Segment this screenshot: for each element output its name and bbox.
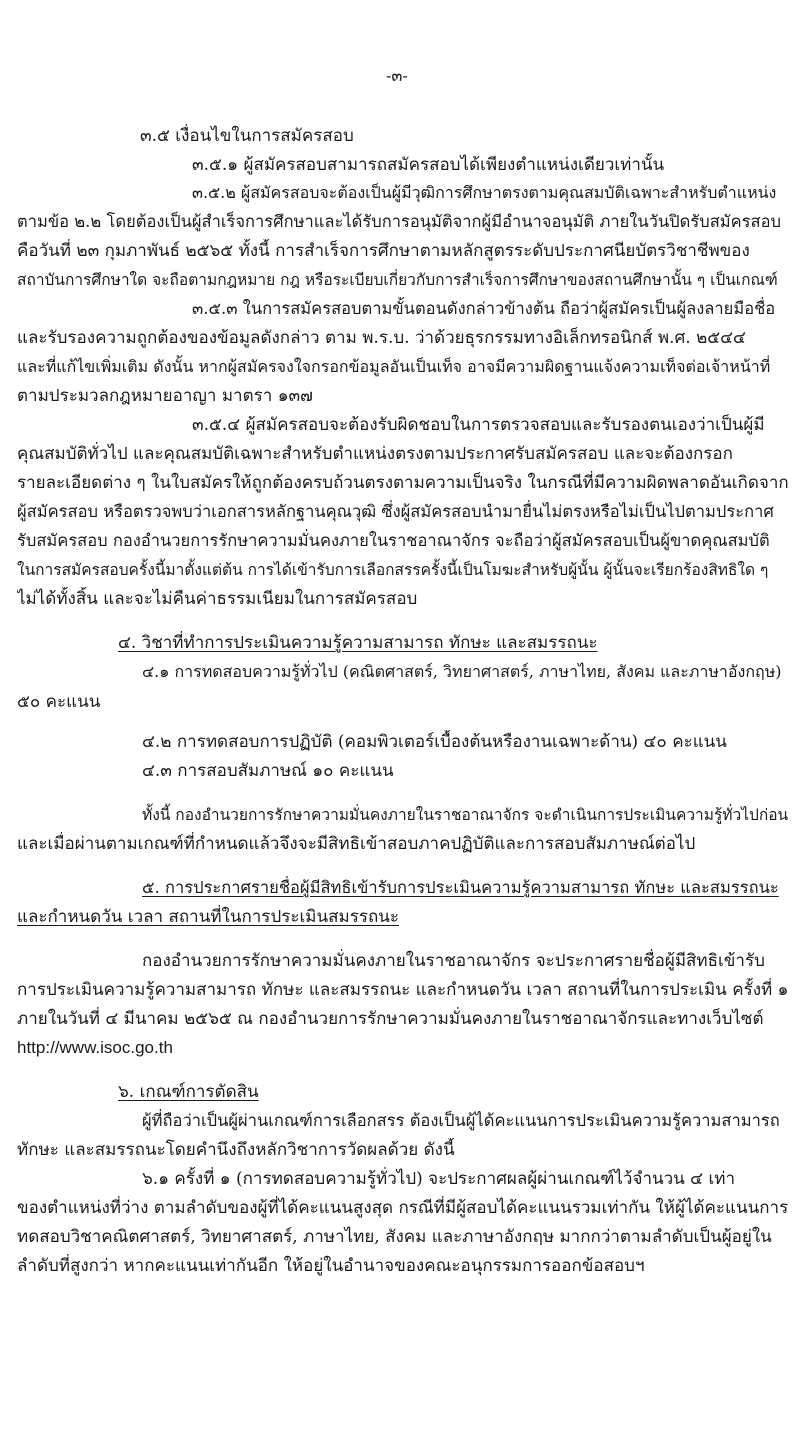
clause-3-5-3-line: และรับรองความถูกต้องของข้อมูลดังกล่าว ตาม พ.ร.บ. ว่าด้วยธุรกรรมทางอิเล็กทรอนิกส์ พ.ศ. ๒๕๔๔	[17, 328, 746, 348]
section-3-5-heading: ๓.๕ เงื่อนไขในการสมัครสอบ	[140, 126, 354, 146]
clause-3-5-3-line: ๓.๕.๓ ในการสมัครสอบตามขั้นตอนดังกล่าวข้างต้น ถือว่าผู้สมัครเป็นผู้ลงลายมือชื่อ	[192, 299, 776, 318]
section-4-note-line: ทั้งนี้ กองอำนวยการรักษาความมั่นคงภายในราชอาณาจักร จะดำเนินการประเมินความรู้ทั่วไปก่อน	[142, 806, 789, 824]
section-4-note-line: และเมื่อผ่านตามเกณฑ์ที่กำหนดแล้วจึงจะมีสิทธิเข้าสอบภาคปฏิบัติและการสอบสัมภาษณ์ต่อไป	[17, 834, 696, 854]
rule-6-1-line: ทดสอบวิชาคณิตศาสตร์, วิทยาศาสตร์, ภาษาไทย, สังคม และภาษาอังกฤษ มากกว่าตามลำดับเป็นผู้อยู่ใน	[17, 1227, 772, 1247]
clause-3-5-4-line: ไม่ได้ทั้งสิ้น และจะไม่คืนค่าธรรมเนียมในการสมัครสอบ	[17, 589, 418, 609]
item-4-1-line: ๕๐ คะแนน	[17, 692, 101, 712]
section-4-heading: ๔. วิชาที่ทำการประเมินความรู้ความสามารถ ทักษะ และสมรรถนะ	[118, 633, 598, 653]
rule-6-1-line: ๖.๑ ครั้งที่ ๑ (การทดสอบความรู้ทั่วไป) จะประกาศผลผู้ผ่านเกณฑ์ไว้จำนวน ๔ เท่า	[142, 1169, 736, 1189]
section-5-body-line: การประเมินความรู้ความสามารถ ทักษะ และสมรรถนะ และกำหนดวัน เวลา สถานที่ในการประเมิน ครั้งที่ ๑	[17, 980, 789, 1000]
item-4-3: ๔.๓ การสอบสัมภาษณ์ ๑๐ คะแนน	[142, 761, 394, 781]
section-5-heading-line: ๕. การประกาศรายชื่อผู้มีสิทธิเข้ารับการประเมินความรู้ความสามารถ ทักษะ และสมรรถนะ	[142, 878, 779, 897]
clause-3-5-4-line: รับสมัครสอบ กองอำนวยการรักษาความมั่นคงภายในราชอาณาจักร จะถือว่าผู้สมัครสอบเป็นผู้ขาดคุณสมบัติ	[17, 531, 770, 550]
item-4-1-line: ๔.๑ การทดสอบความรู้ทั่วไป (คณิตศาสตร์, วิทยาศาสตร์, ภาษาไทย, สังคม และภาษาอังกฤษ)	[142, 662, 782, 681]
website-url: http://www.isoc.go.th	[17, 1038, 173, 1057]
clause-3-5-4-line: รายละเอียดต่าง ๆ ในใบสมัครให้ถูกต้องครบถ้วนตรงตามความเป็นจริง ในกรณีที่มีความผิดพลาดอันเกิดจาก	[17, 473, 789, 493]
rule-6-1-line: ลำดับที่สูงกว่า หากคะแนนเท่ากันอีก ให้อยู่ในอำนาจของคณะอนุกรรมการออกข้อสอบฯ	[17, 1256, 645, 1276]
clause-3-5-1: ๓.๕.๑ ผู้สมัครสอบสามารถสมัครสอบได้เพียงตำแหน่งเดียวเท่านั้น	[192, 155, 665, 175]
clause-3-5-4-line: ในการสมัครสอบครั้งนี้มาตั้งแต่ต้น การได้เข้ารับการเลือกสรรครั้งนี้เป็นโมฆะสำหรับผู้นั้น ผู้นั้นจะเรียกร้องสิทธิใด ๆ	[17, 561, 769, 579]
clause-3-5-4-line: ผู้สมัครสอบ หรือตรวจพบว่าเอกสารหลักฐานคุณวุฒิ ซึ่งผู้สมัครสอบนำมายื่นไม่ตรงหรือไม่เป็นไปตามประกาศ	[17, 502, 774, 521]
clause-3-5-2-line: ๓.๕.๒ ผู้สมัครสอบจะต้องเป็นผู้มีวุฒิการศึกษาตรงตามคุณสมบัติเฉพาะสำหรับตำแหน่ง	[192, 183, 777, 202]
clause-3-5-2-line: สถาบันการศึกษาใด จะถือตามกฎหมาย กฎ หรือระเบียบเกี่ยวกับการสำเร็จการศึกษาของสถานศึกษานั้น ๆ เป็นเกณฑ์	[17, 271, 778, 289]
rule-6-1-line: ของตำแหน่งที่ว่าง ตามลำดับของผู้ที่ได้คะแนนสูงสุด กรณีที่มีผู้สอบได้คะแนนรวมเท่ากัน ให้ผู้ได้คะแนนการ	[17, 1198, 789, 1218]
section-6-intro-line: ทักษะ และสมรรถนะโดยคำนึงถึงหลักวิชาการวัดผลด้วย ดังนี้	[17, 1140, 455, 1160]
clause-3-5-2-line: คือวันที่ ๒๓ กุมภาพันธ์ ๒๕๖๕ ทั้งนี้ การสำเร็จการศึกษาตามหลักสูตรระดับประกาศนียบัตรวิชาชีพของ	[17, 241, 750, 261]
clause-3-5-4-line: คุณสมบัติทั่วไป และคุณสมบัติเฉพาะสำหรับตำแหน่งตรงตามประกาศรับสมัครสอบ และจะต้องกรอก	[17, 444, 733, 464]
clause-3-5-2-line: ตามข้อ ๒.๒ โดยต้องเป็นผู้สำเร็จการศึกษาและได้รับการอนุมัติจากผู้มีอำนาจอนุมัติ ภายในวันปิดรับสมัครสอบ	[17, 212, 782, 231]
section-5-heading-line: และกำหนดวัน เวลา สถานที่ในการประเมินสมรรถนะ	[17, 907, 400, 927]
section-5-body-line: กองอำนวยการรักษาความมั่นคงภายในราชอาณาจักร จะประกาศรายชื่อผู้มีสิทธิเข้ารับ	[142, 951, 765, 971]
clause-3-5-3-line: ตามประมวลกฎหมายอาญา มาตรา ๑๓๗	[17, 386, 313, 406]
section-5-body-line: ภายในวันที่ ๔ มีนาคม ๒๕๖๕ ณ กองอำนวยการรักษาความมั่นคงภายในราชอาณาจักรและทางเว็บไซต์	[17, 1009, 764, 1029]
item-4-2: ๔.๒ การทดสอบการปฏิบัติ (คอมพิวเตอร์เบื้องต้นหรืองานเฉพาะด้าน) ๔๐ คะแนน	[142, 732, 727, 752]
section-6-intro-line: ผู้ที่ถือว่าเป็นผู้ผ่านเกณฑ์การเลือกสรร ต้องเป็นผู้ได้คะแนนการประเมินความรู้ความสามารถ	[142, 1111, 780, 1130]
section-6-heading: ๖. เกณฑ์การตัดสิน	[118, 1082, 259, 1102]
clause-3-5-3-line: และที่แก้ไขเพิ่มเติม ดังนั้น หากผู้สมัครจงใจกรอกข้อมูลอันเป็นเท็จ อาจมีความผิดฐานแจ้งความเท็จต่อเจ้าหน้าที่	[17, 357, 771, 376]
page-number: -๓-	[386, 66, 408, 85]
clause-3-5-4-line: ๓.๕.๔ ผู้สมัครสอบจะต้องรับผิดชอบในการตรวจสอบและรับรองตนเองว่าเป็นผู้มี	[192, 415, 765, 435]
